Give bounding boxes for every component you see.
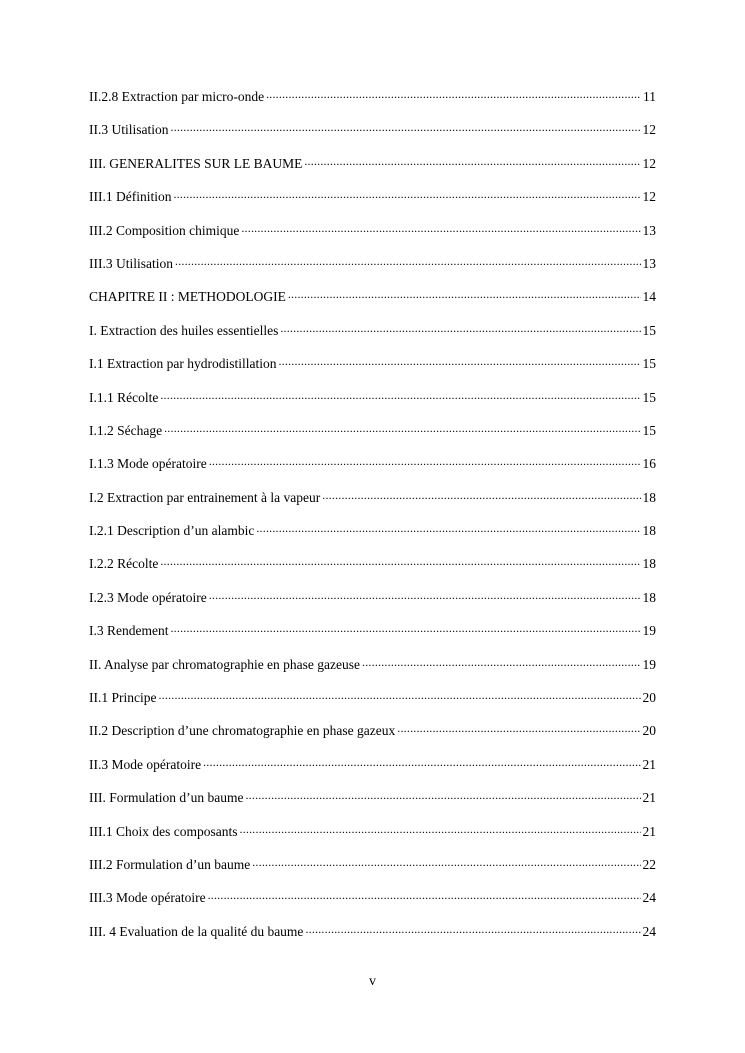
toc-entry-title: III.1 Choix des composants xyxy=(89,823,238,839)
toc-entry-page: 20 xyxy=(642,690,656,706)
toc-entry[interactable] xyxy=(89,822,656,855)
dot-leader xyxy=(245,788,640,802)
toc-entry[interactable] xyxy=(89,354,656,387)
toc-entry-page: 21 xyxy=(642,756,656,772)
toc-entry-title: II.3 Mode opératoire xyxy=(89,756,202,772)
dot-leader xyxy=(173,187,640,201)
toc-entry-title: II.3 Utilisation xyxy=(89,122,169,138)
toc-entry-title: II.1 Principe xyxy=(89,690,157,706)
toc-entry[interactable] xyxy=(89,554,656,587)
toc-entry-page: 24 xyxy=(642,890,656,906)
toc-entry[interactable] xyxy=(89,120,656,153)
toc-entry-title: I.1.1 Récolte xyxy=(89,389,159,405)
toc-entry-page: 15 xyxy=(642,422,656,438)
dot-leader xyxy=(322,488,640,502)
toc-entry[interactable] xyxy=(89,688,656,721)
toc-entry-page: 24 xyxy=(642,923,656,939)
dot-leader xyxy=(160,554,640,568)
toc-entry[interactable] xyxy=(89,287,656,320)
toc-entry[interactable] xyxy=(89,588,656,621)
toc-entry-page: 14 xyxy=(642,289,656,305)
dot-leader xyxy=(164,421,640,435)
toc-entry-title: III.3 Mode opératoire xyxy=(89,890,206,906)
toc-entry-title: I.3 Rendement xyxy=(89,623,169,639)
dot-leader xyxy=(158,688,640,702)
dot-leader xyxy=(266,87,641,101)
toc-entry-title: CHAPITRE II : METHODOLOGIE xyxy=(89,289,286,305)
toc-entry[interactable] xyxy=(89,221,656,254)
dot-leader xyxy=(170,621,640,635)
dot-leader xyxy=(208,888,641,902)
toc-entry[interactable] xyxy=(89,721,656,754)
toc-entry-page: 16 xyxy=(642,456,656,472)
toc-entry-page: 18 xyxy=(642,589,656,605)
toc-entry[interactable] xyxy=(89,454,656,487)
toc-entry[interactable] xyxy=(89,254,656,287)
toc-entry-title: III. 4 Evaluation de la qualité du baume xyxy=(89,923,304,939)
toc-entry-page: 20 xyxy=(642,723,656,739)
toc-entry-title: III.2 Formulation d’un baume xyxy=(89,856,251,872)
toc-entry-page: 18 xyxy=(642,556,656,572)
toc-entry[interactable] xyxy=(89,855,656,888)
toc-entry[interactable] xyxy=(89,922,656,955)
toc-entry-title: II.2.8 Extraction par micro-onde xyxy=(89,89,265,104)
toc-entry[interactable] xyxy=(89,87,656,120)
dot-leader xyxy=(288,287,641,301)
toc-entry-title: I.2 Extraction par entrainement à la vapeur xyxy=(89,489,321,505)
toc-entry-page: 19 xyxy=(642,623,656,639)
toc-entry-page: 18 xyxy=(642,489,656,505)
toc-entry-title: III.2 Composition chimique xyxy=(89,222,240,238)
table-of-contents xyxy=(89,87,656,955)
toc-entry-title: I. Extraction des huiles essentielles xyxy=(89,322,279,338)
dot-leader xyxy=(252,855,640,869)
toc-entry-title: II.2 Description d’une chromatographie en phase gazeux xyxy=(89,723,396,739)
toc-entry-title: I.2.1 Description d’un alambic xyxy=(89,523,255,539)
toc-entry[interactable] xyxy=(89,788,656,821)
toc-entry[interactable] xyxy=(89,388,656,421)
dot-leader xyxy=(280,321,640,335)
toc-entry[interactable] xyxy=(89,521,656,554)
toc-entry-title: I.2.3 Mode opératoire xyxy=(89,589,207,605)
toc-entry-title: II. Analyse par chromatographie en phase gazeuse xyxy=(89,656,361,672)
toc-entry[interactable] xyxy=(89,655,656,688)
toc-entry[interactable] xyxy=(89,755,656,788)
toc-entry-page: 11 xyxy=(643,89,656,104)
toc-entry-page: 12 xyxy=(642,155,656,171)
dot-leader xyxy=(241,221,640,235)
toc-entry-page: 21 xyxy=(642,823,656,839)
dot-leader xyxy=(203,755,640,769)
dot-leader xyxy=(175,254,641,268)
toc-entry-page: 15 xyxy=(642,322,656,338)
dot-leader xyxy=(305,922,640,936)
toc-entry[interactable] xyxy=(89,154,656,187)
toc-entry[interactable] xyxy=(89,187,656,220)
toc-entry-page: 22 xyxy=(642,856,656,872)
toc-entry[interactable] xyxy=(89,488,656,521)
toc-entry-title: I.2.2 Récolte xyxy=(89,556,159,572)
toc-entry-page: 19 xyxy=(642,656,656,672)
dot-leader xyxy=(239,822,640,836)
toc-entry-title: I.1.3 Mode opératoire xyxy=(89,456,207,472)
dot-leader xyxy=(362,655,640,669)
dot-leader xyxy=(171,120,641,134)
toc-entry-page: 21 xyxy=(642,790,656,806)
dot-leader xyxy=(209,588,641,602)
toc-entry[interactable] xyxy=(89,621,656,654)
dot-leader xyxy=(209,454,641,468)
toc-entry-page: 13 xyxy=(642,222,656,238)
toc-entry[interactable] xyxy=(89,321,656,354)
page-number: v xyxy=(369,974,376,989)
toc-entry-title: III.1 Définition xyxy=(89,189,172,205)
dot-leader xyxy=(256,521,640,535)
toc-entry-title: III. Formulation d’un baume xyxy=(89,790,244,806)
toc-entry[interactable] xyxy=(89,421,656,454)
toc-entry-page: 15 xyxy=(642,389,656,405)
toc-entry-page: 12 xyxy=(642,189,656,205)
dot-leader xyxy=(160,388,640,402)
dot-leader xyxy=(278,354,640,368)
toc-entry-title: III. GENERALITES SUR LE BAUME xyxy=(89,155,303,171)
toc-entry-page: 18 xyxy=(642,523,656,539)
dot-leader xyxy=(397,721,640,735)
toc-entry-page: 15 xyxy=(642,356,656,372)
toc-entry-title: I.1.2 Séchage xyxy=(89,422,163,438)
dot-leader xyxy=(304,154,640,168)
toc-entry-title: I.1 Extraction par hydrodistillation xyxy=(89,356,277,372)
toc-entry-title: III.3 Utilisation xyxy=(89,255,173,271)
toc-entry-page: 12 xyxy=(642,122,656,138)
toc-entry[interactable] xyxy=(89,888,656,921)
toc-entry-page: 13 xyxy=(642,255,656,271)
